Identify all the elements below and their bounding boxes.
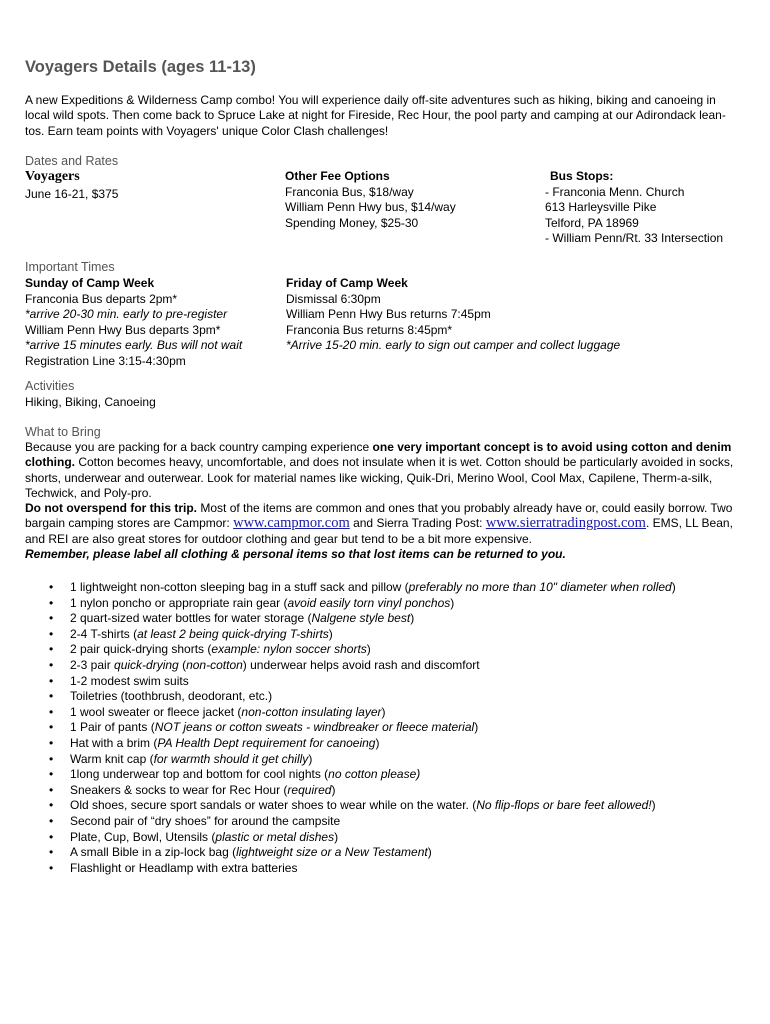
bullet-icon: • [49, 689, 54, 704]
time-line: William Penn Hwy Bus departs 3pm* [25, 322, 221, 337]
bullet-icon: • [49, 751, 54, 766]
bullet-icon: • [49, 767, 54, 782]
fee-line: Franconia Bus, $18/way [285, 184, 414, 199]
sunday-times [25, 276, 242, 369]
list-item: • 2 pair quick-drying shorts (example: nylon soccer shorts) [49, 642, 371, 657]
bullet-icon: • [49, 813, 54, 828]
list-item: • Hat with a brim (PA Health Dept requirement for canoeing) [49, 735, 380, 750]
bring-heading: What to Bring [25, 425, 101, 439]
bullet-icon: • [49, 595, 54, 610]
activities-heading: Activities [25, 379, 75, 393]
fee-line: William Penn Hwy bus, $14/way [285, 200, 456, 214]
list-item: • Toiletries (toothbrush, deodorant, etc.) [49, 689, 273, 704]
dates-line: June 16-21, $375 [25, 187, 119, 201]
time-line: William Penn Hwy Bus returns 7:45pm [286, 307, 491, 321]
friday-heading: Friday of Camp Week [286, 276, 408, 290]
bullet-icon: • [49, 829, 54, 844]
page-title: Voyagers Details (ages 11-13) [25, 58, 256, 76]
list-item: • 2 quart-sized water bottles for water storage (Nalgene style best) [49, 611, 415, 626]
bus-line: 613 Harleysville Pike [545, 200, 657, 214]
time-note: *Arrive 15-20 min. early to sign out camper and collect luggage [286, 338, 621, 352]
bullet-icon: • [49, 626, 54, 641]
campmor-link[interactable]: www.campmor.com [233, 515, 350, 532]
bring-paragraph-1: Because you are packing for a back country camping experience one very important concept is to avoid using cotton and denim clothing. Cotton becomes heavy, uncomfortable, and does not insulate when it is wet. Cotton should be particularly avoided in socks, shorts, underwear and outerwear. Look for material names like wicking, Quik-Dri, Merino Wool, Cool Max, Capilene, Therm-a-silk, Techwick, and Poly-pro. [25, 440, 734, 500]
time-note: *arrive 20-30 min. early to pre-register [25, 307, 228, 321]
list-item: • Plate, Cup, Bowl, Utensils (plastic or metal dishes) [49, 829, 339, 844]
bullet-icon: • [49, 720, 54, 735]
list-item: • 1 Pair of pants (NOT jeans or cotton sweats - windbreaker or fleece material) [49, 720, 479, 735]
time-line: Franconia Bus returns 8:45pm* [286, 322, 453, 337]
list-item: • Warm knit cap (for warmth should it get chilly) [49, 751, 313, 766]
time-line: Dismissal 6:30pm [286, 291, 381, 306]
bus-line: Telford, PA 18969 [545, 215, 639, 230]
list-item: • 1-2 modest swim suits [49, 673, 189, 688]
remember-note: Remember, please label all clothing & personal items so that lost items can be returned to you. [25, 547, 566, 562]
dates-heading: Dates and Rates [25, 154, 119, 168]
bullet-icon: • [49, 860, 54, 875]
list-item: • Second pair of “dry shoes” for around the campsite [49, 813, 341, 828]
times-heading: Important Times [25, 260, 115, 274]
list-item: • 1long underwear top and bottom for cool nights (no cotton please) [49, 767, 421, 782]
list-item: • Sneakers & socks to wear for Rec Hour (required) [49, 782, 336, 797]
intro-paragraph: A new Expeditions & Wilderness Camp combo! You will experience daily off-site adventures such as hiking, biking and canoeing in local wild spots. Then come back to Spruce Lake at night for Fireside, Rec Hour, the pool party and camping at our Adirondack lean-tos. Earn team points with Voyagers' unique Color Clash challenges! [25, 93, 726, 138]
list-item: • Old shoes, secure sport sandals or water shoes to wear while on the water. (No flip-flops or bare feet allowed!) [49, 798, 656, 813]
list-item: • 2-4 T-shirts (at least 2 being quick-drying T-shirts) [49, 626, 333, 641]
packing-list [25, 580, 676, 876]
activities-line: Hiking, Biking, Canoeing [25, 395, 156, 409]
bullet-icon: • [49, 782, 54, 797]
bring-paragraph-2: Do not overspend for this trip. Most of the items are common and ones that you probably already have or, could easily borrow. Two bargain camping stores are Campmor: www.campmor.com and Sierra Trading Post: www.sierratradingpost.com. EMS, LL Bean, and REI are also great stores for outdoor clothing and gear but tend to be a bit more expensive. [25, 501, 733, 546]
bus-line: - William Penn/Rt. 33 Intersection [545, 231, 724, 245]
bullet-icon: • [49, 798, 54, 813]
time-line: Franconia Bus departs 2pm* [25, 291, 178, 306]
list-item: • 2-3 pair quick-drying (non-cotton) underwear helps avoid rash and discomfort [49, 657, 480, 672]
time-line: Registration Line 3:15-4:30pm [25, 353, 186, 368]
list-item: • A small Bible in a zip-lock bag (lightweight size or a New Testament) [49, 845, 432, 860]
bullet-icon: • [49, 735, 54, 750]
bullet-icon: • [49, 642, 54, 657]
bullet-icon: • [49, 657, 54, 672]
fees-heading: Other Fee Options [285, 169, 390, 183]
sunday-heading: Sunday of Camp Week [25, 276, 155, 290]
bullet-icon: • [49, 704, 54, 719]
bullet-icon: • [49, 580, 54, 594]
friday-times [286, 276, 620, 354]
sierra-link[interactable]: www.sierratradingpost.com [485, 515, 646, 532]
list-item: • 1 nylon poncho or appropriate rain gear (avoid easily torn vinyl ponchos) [49, 595, 455, 610]
list-item: • 1 wool sweater or fleece jacket (non-cotton insulating layer) [49, 704, 386, 719]
fee-options [285, 169, 456, 231]
bullet-icon: • [49, 845, 54, 860]
bullet-icon: • [49, 673, 54, 688]
list-item: • 1 lightweight non-cotton sleeping bag in a stuff sack and pillow (preferably no more than 10" diameter when rolled) [49, 580, 676, 594]
bullet-icon: • [49, 611, 54, 626]
bring-text [25, 440, 740, 562]
program-name: Voyagers [25, 169, 80, 184]
fee-line: Spending Money, $25-30 [285, 215, 419, 230]
bus-heading: Bus Stops: [550, 169, 614, 183]
bus-line: - Franconia Menn. Church [545, 184, 685, 199]
list-item: • Flashlight or Headlamp with extra batteries [49, 860, 298, 875]
bus-stops [545, 169, 723, 247]
time-note: *arrive 15 minutes early. Bus will not wait [25, 338, 243, 352]
